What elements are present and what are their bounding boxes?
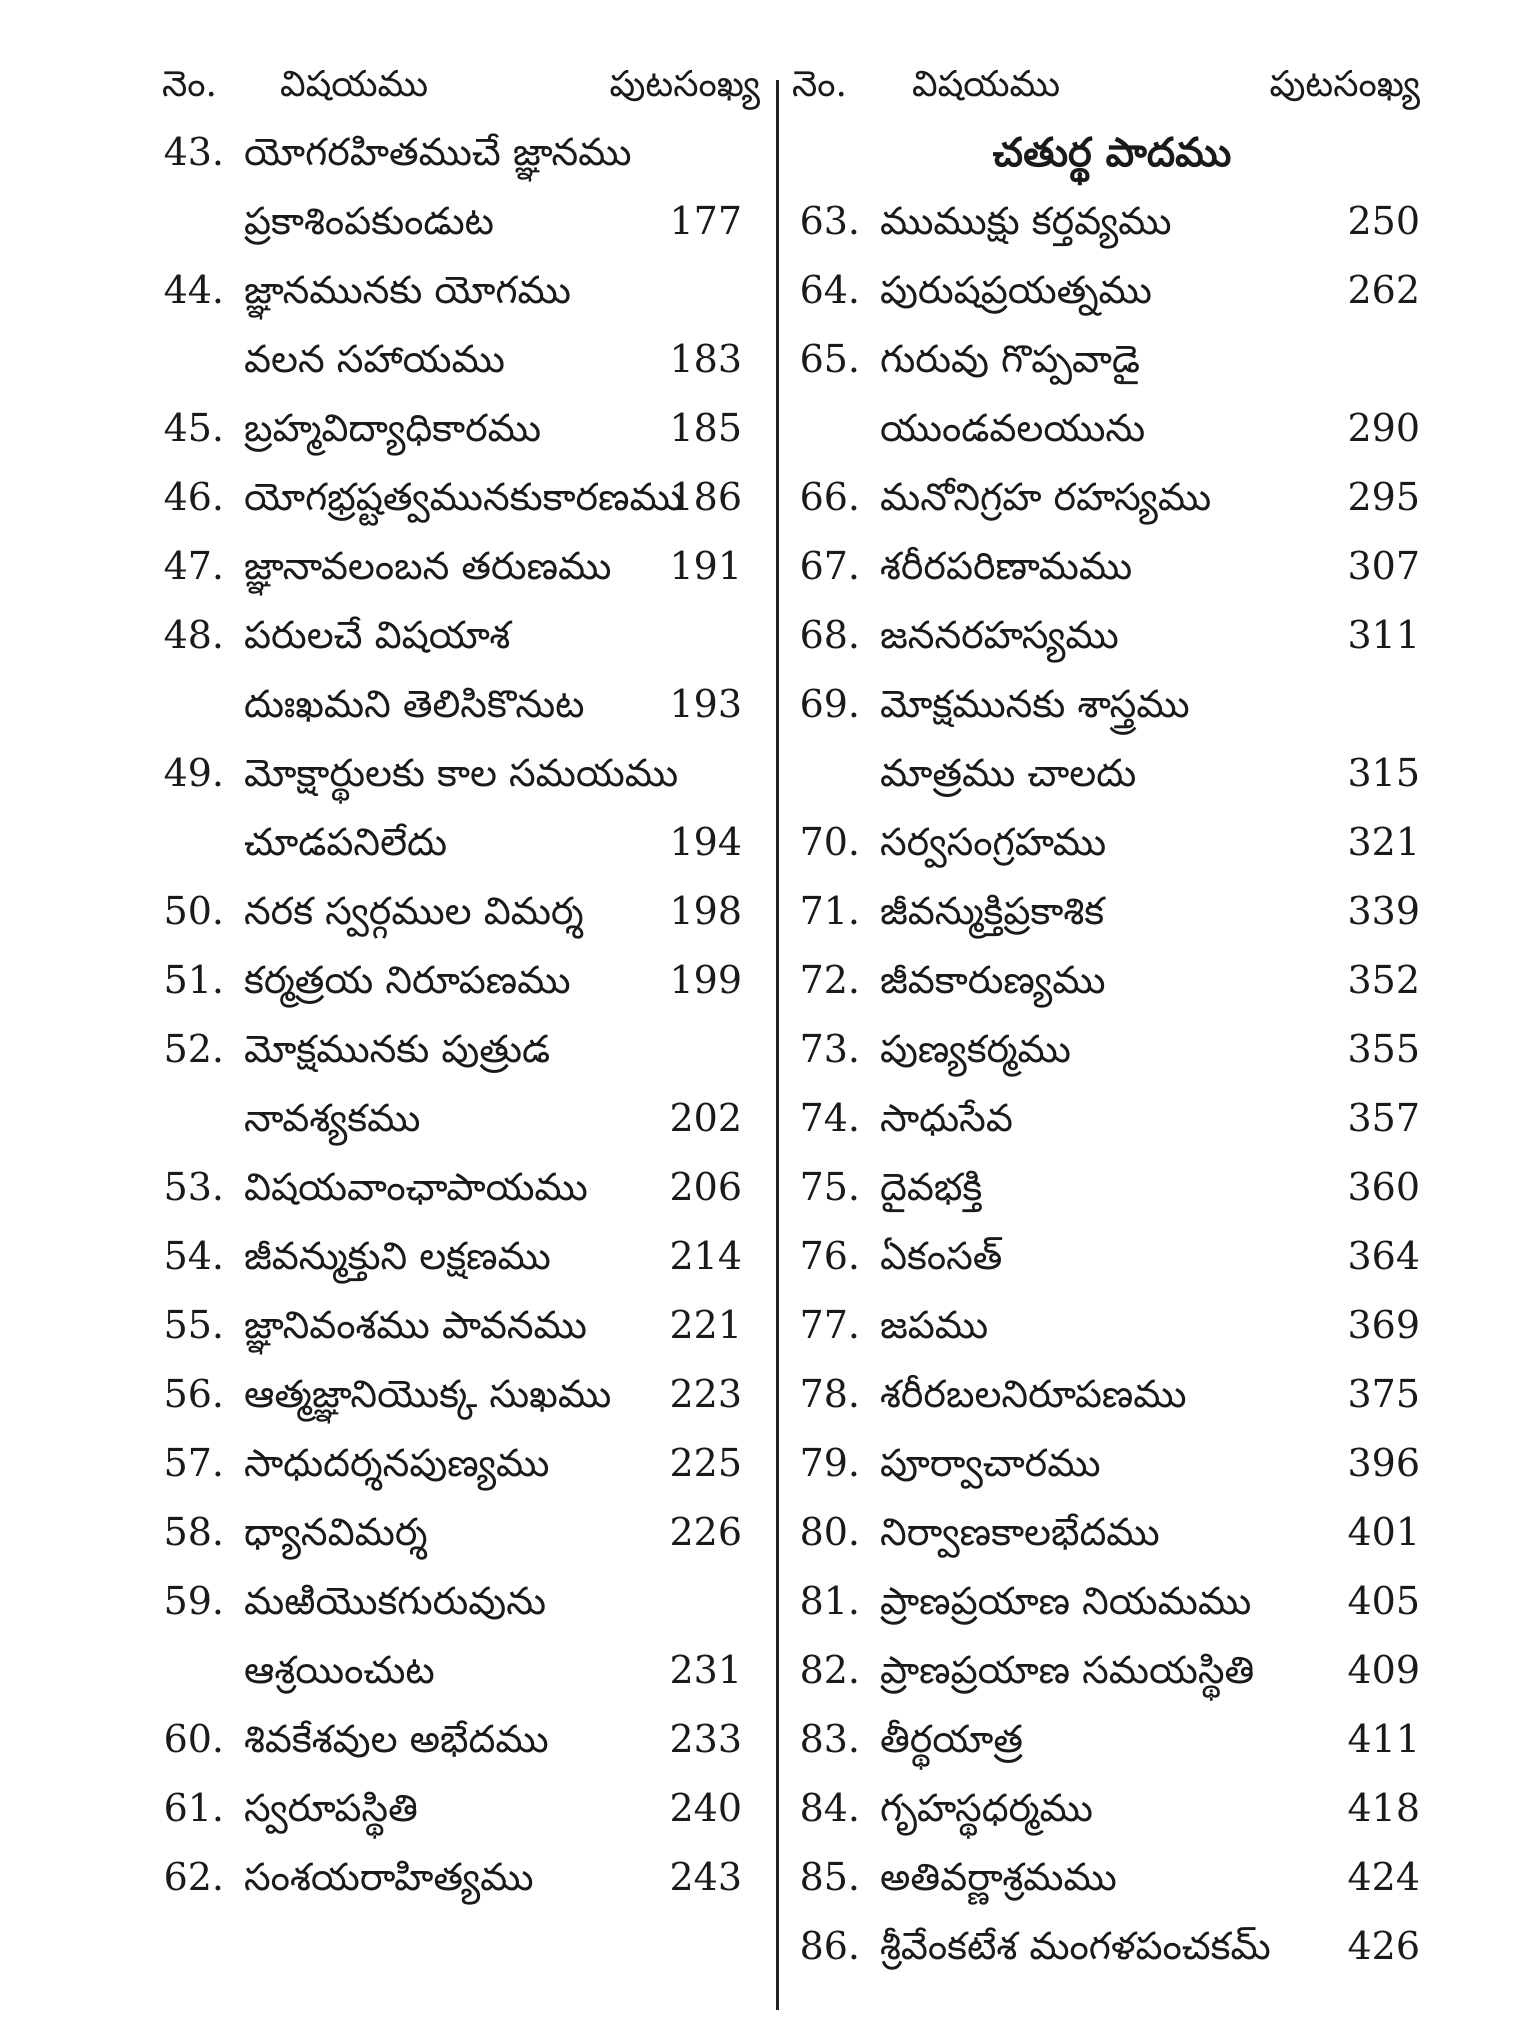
entry-page-number: 355	[1347, 1027, 1420, 1071]
toc-entry-line	[140, 1774, 760, 1843]
entry-number: 52.	[163, 1027, 224, 1071]
entry-title: జపము	[880, 1303, 989, 1347]
entry-page-number: 221	[669, 1303, 742, 1347]
entry-title: శరీరబలనిరూపణము	[880, 1372, 1187, 1416]
entry-page-number: 198	[669, 889, 742, 933]
entry-page-number: 311	[1347, 613, 1420, 657]
entry-page-number: 418	[1347, 1786, 1420, 1830]
entry-page-number: 339	[1347, 889, 1420, 933]
toc-entry-line	[782, 187, 1420, 256]
entry-title: ప్రకాశింపకుండుట	[244, 199, 495, 243]
entry-title: జ్ఞానమునకు యోగము	[244, 268, 571, 312]
entry-title: ముముక్షు కర్తవ్యము	[880, 199, 1172, 243]
entry-number: 68.	[799, 613, 860, 657]
toc-entry-line	[140, 946, 760, 1015]
entry-number: 47.	[163, 544, 224, 588]
toc-entry-line	[140, 1222, 760, 1291]
toc-entry-line	[140, 532, 760, 601]
entry-page-number: 396	[1347, 1441, 1420, 1485]
entry-number: 51.	[163, 958, 224, 1002]
entry-page-number: 233	[669, 1717, 742, 1761]
toc-entry-line	[140, 739, 760, 808]
entry-page-number: 315	[1347, 751, 1420, 795]
entry-number: 78.	[799, 1372, 860, 1416]
entry-title: శరీరపరిణామము	[880, 544, 1133, 588]
entry-page-number: 409	[1347, 1648, 1420, 1692]
entry-title: పూర్వాచారము	[880, 1441, 1101, 1485]
entry-number: 72.	[799, 958, 860, 1002]
entry-number: 64.	[799, 268, 860, 312]
toc-entry-line	[782, 808, 1420, 877]
entry-page-number: 424	[1347, 1855, 1420, 1899]
section-heading: చతుర్థ పాదము	[992, 129, 1232, 176]
toc-entry-line	[782, 532, 1420, 601]
entry-title: ధ్యానవిమర్శ	[244, 1510, 428, 1554]
toc-entry-line	[140, 1153, 760, 1222]
entry-page-number: 240	[669, 1786, 742, 1830]
entry-page-number: 352	[1347, 958, 1420, 1002]
entry-title: శివకేశవుల అభేదము	[244, 1717, 549, 1761]
entry-title: విషయవాంఛాపాయము	[244, 1165, 588, 1209]
entry-page-number: 226	[669, 1510, 742, 1554]
entry-title: ప్రాణప్రయాణ నియమము	[880, 1579, 1252, 1623]
toc-entry-line	[782, 1084, 1420, 1153]
toc-entry-line	[782, 739, 1420, 808]
entry-title: తీర్థయాత్ర	[880, 1717, 1023, 1761]
entry-number: 63.	[799, 199, 860, 243]
right-entries	[782, 187, 1420, 1981]
entry-page-number: 183	[669, 337, 742, 381]
entry-title: సాధుసేవ	[880, 1096, 1013, 1140]
entry-number: 56.	[163, 1372, 224, 1416]
toc-entry-line	[782, 1222, 1420, 1291]
entry-page-number: 199	[669, 958, 742, 1002]
entry-number: 58.	[163, 1510, 224, 1554]
entry-page-number: 295	[1347, 475, 1420, 519]
toc-entry-line	[140, 394, 760, 463]
entry-number: 54.	[163, 1234, 224, 1278]
entry-title: పురుషప్రయత్నము	[880, 268, 1152, 312]
entry-number: 73.	[799, 1027, 860, 1071]
toc-entry-line	[140, 1636, 760, 1705]
toc-entry-line	[140, 1843, 760, 1912]
entry-page-number: 411	[1347, 1717, 1420, 1761]
entry-title: గృహస్థధర్మము	[880, 1786, 1093, 1830]
toc-entry-line	[140, 1567, 760, 1636]
entry-number: 69.	[799, 682, 860, 726]
toc-entry-line	[140, 187, 760, 256]
entry-number: 80.	[799, 1510, 860, 1554]
header-page-number: పుటసంఖ్య	[609, 64, 760, 105]
entry-title: ప్రాణప్రయాణ సమయస్థితి	[880, 1648, 1255, 1692]
entry-title: దైవభక్తి	[880, 1165, 983, 1209]
toc-entry-line	[782, 1153, 1420, 1222]
entry-title: మోక్షమునకు శాస్త్రము	[880, 682, 1190, 726]
toc-entry-line	[782, 1360, 1420, 1429]
toc-entry-line	[140, 256, 760, 325]
header-number: నెం.	[162, 64, 217, 105]
left-column	[140, 52, 760, 1912]
entry-number: 74.	[799, 1096, 860, 1140]
entry-title: దుఃఖమని తెలిసికొనుట	[244, 682, 585, 726]
toc-entry-line	[140, 325, 760, 394]
toc-entry-line	[782, 670, 1402, 739]
entry-title: వలన సహాయము	[244, 337, 505, 381]
entry-number: 79.	[799, 1441, 860, 1485]
entry-title: జీవన్ముక్తుని లక్షణము	[244, 1234, 551, 1278]
toc-entry-line	[140, 463, 760, 532]
entry-page-number: 225	[669, 1441, 742, 1485]
entry-number: 67.	[799, 544, 860, 588]
entry-page-number: 214	[669, 1234, 742, 1278]
toc-entry-line	[782, 1843, 1420, 1912]
entry-page-number: 177	[669, 199, 742, 243]
toc-entry-line	[782, 1498, 1420, 1567]
entry-number: 46.	[163, 475, 224, 519]
toc-entry-line	[782, 1291, 1420, 1360]
header-subject: విషయము	[912, 64, 1061, 105]
entry-number: 44.	[163, 268, 224, 312]
entry-number: 59.	[163, 1579, 224, 1623]
entry-page-number: 223	[669, 1372, 742, 1416]
toc-entry-line	[782, 463, 1420, 532]
toc-entry-line	[782, 601, 1420, 670]
entry-number: 43.	[163, 130, 224, 174]
header-subject: విషయము	[280, 64, 429, 105]
toc-entry-line	[782, 325, 1402, 394]
entry-page-number: 185	[669, 406, 742, 450]
entry-title: శ్రీవేంకటేశ మంగళపంచకమ్	[880, 1924, 1271, 1968]
header-number: నెం.	[792, 64, 847, 105]
entry-page-number: 375	[1347, 1372, 1420, 1416]
toc-entry-line	[782, 256, 1420, 325]
toc-entry-line	[782, 1015, 1420, 1084]
entry-page-number: 364	[1347, 1234, 1420, 1278]
entry-title: జ్ఞానావలంబన తరుణము	[244, 544, 612, 588]
entry-number: 48.	[163, 613, 224, 657]
entry-title: మనోనిగ్రహ రహస్యము	[880, 475, 1212, 519]
entry-number: 85.	[799, 1855, 860, 1899]
entry-title: కర్మత్రయ నిరూపణము	[244, 958, 571, 1002]
entry-page-number: 357	[1347, 1096, 1420, 1140]
entry-title: మోక్షమునకు పుత్రుడ	[244, 1027, 551, 1071]
entry-page-number: 193	[669, 682, 742, 726]
left-column-header	[140, 52, 760, 118]
entry-title: ఏకంసత్	[880, 1234, 1003, 1278]
entry-page-number: 231	[669, 1648, 742, 1692]
entry-number: 81.	[799, 1579, 860, 1623]
entry-title: ఆత్మజ్ఞానియొక్క సుఖము	[244, 1372, 612, 1416]
entry-number: 49.	[163, 751, 224, 795]
toc-entry-line	[140, 808, 760, 877]
entry-title: జీవకారుణ్యము	[880, 958, 1106, 1002]
entry-number: 53.	[163, 1165, 224, 1209]
toc-entry-line	[140, 1360, 760, 1429]
right-column-header	[782, 52, 1420, 118]
entry-page-number: 360	[1347, 1165, 1420, 1209]
entry-number: 55.	[163, 1303, 224, 1347]
entry-title: జీవన్ముక్తిప్రకాశిక	[880, 889, 1105, 933]
entry-title: నిర్వాణకాలభేదము	[880, 1510, 1160, 1554]
toc-entry-line	[140, 1291, 760, 1360]
entry-number: 61.	[163, 1786, 224, 1830]
entry-number: 75.	[799, 1165, 860, 1209]
entry-title: స్వరూపస్థితి	[244, 1786, 418, 1830]
toc-entry-line	[140, 1015, 760, 1084]
toc-entry-line	[140, 601, 760, 670]
entry-title: మాత్రము చాలదు	[880, 751, 1137, 795]
entry-number: 76.	[799, 1234, 860, 1278]
toc-entry-line	[782, 1636, 1420, 1705]
entry-title: సర్వసంగ్రహము	[880, 820, 1107, 864]
entry-number: 71.	[799, 889, 860, 933]
entry-title: జ్ఞానివంశము పావనము	[244, 1303, 587, 1347]
toc-entry-line	[140, 1429, 760, 1498]
entry-number: 62.	[163, 1855, 224, 1899]
toc-entry-line	[782, 1774, 1420, 1843]
entry-title: యోగభ్రష్టత్వమునకుకారణము	[244, 475, 683, 519]
toc-entry-line	[140, 877, 760, 946]
entry-title: మఱియొకగురువును	[244, 1579, 547, 1623]
entry-page-number: 194	[669, 820, 742, 864]
right-column	[782, 52, 1420, 1981]
entry-page-number: 250	[1347, 199, 1420, 243]
entry-title: సంశయరాహిత్యము	[244, 1855, 534, 1899]
entry-title: యుండవలయును	[880, 406, 1146, 450]
toc-entry-line	[782, 946, 1420, 1015]
entry-number: 57.	[163, 1441, 224, 1485]
entry-title: అతివర్ణాశ్రమము	[880, 1855, 1117, 1899]
entry-page-number: 191	[669, 544, 742, 588]
entry-title: గురువు గొప్పవాడై	[880, 337, 1140, 381]
entry-number: 77.	[799, 1303, 860, 1347]
entry-number: 60.	[163, 1717, 224, 1761]
entry-page-number: 401	[1347, 1510, 1420, 1554]
toc-entry-line	[140, 118, 760, 187]
entry-number: 83.	[799, 1717, 860, 1761]
entry-page-number: 369	[1347, 1303, 1420, 1347]
entry-page-number: 206	[669, 1165, 742, 1209]
entry-title: యోగరహితముచే జ్ఞానము	[244, 130, 632, 174]
toc-entry-line	[782, 1912, 1420, 1981]
entry-page-number: 405	[1347, 1579, 1420, 1623]
toc-entry-line	[140, 1084, 760, 1153]
toc-entry-line	[782, 1429, 1420, 1498]
entry-number: 45.	[163, 406, 224, 450]
entry-page-number: 290	[1347, 406, 1420, 450]
entry-number: 50.	[163, 889, 224, 933]
header-page-number: పుటసంఖ్య	[1269, 64, 1420, 105]
entry-page-number: 321	[1347, 820, 1420, 864]
left-entries	[140, 118, 760, 1912]
entry-number: 86.	[799, 1924, 860, 1968]
entry-title: చూడపనిలేదు	[244, 820, 447, 864]
entry-title: ఆశ్రయించుట	[244, 1648, 435, 1692]
entry-page-number: 186	[669, 475, 742, 519]
entry-number: 66.	[799, 475, 860, 519]
toc-entry-line	[140, 1705, 760, 1774]
toc-entry-line	[782, 1705, 1420, 1774]
entry-number: 82.	[799, 1648, 860, 1692]
toc-entry-line	[782, 877, 1420, 946]
entry-title: నావశ్యకము	[244, 1096, 421, 1140]
entry-number: 84.	[799, 1786, 860, 1830]
toc-entry-line	[782, 1567, 1420, 1636]
entry-page-number: 307	[1347, 544, 1420, 588]
entry-title: జననరహస్యము	[880, 613, 1119, 657]
entry-title: పుణ్యకర్మము	[880, 1027, 1071, 1071]
entry-title: బ్రహ్మవిద్యాధికారము	[244, 406, 542, 450]
entry-page-number: 202	[669, 1096, 742, 1140]
entry-number: 70.	[799, 820, 860, 864]
toc-entry-line	[140, 1498, 760, 1567]
entry-title: సాధుదర్శనపుణ్యము	[244, 1441, 550, 1485]
entry-page-number: 262	[1347, 268, 1420, 312]
entry-page-number: 426	[1347, 1924, 1420, 1968]
entry-page-number: 243	[669, 1855, 742, 1899]
toc-entry-line	[782, 394, 1420, 463]
entry-title: పరులచే విషయాశ	[244, 613, 511, 657]
toc-entry-line	[140, 670, 760, 739]
entry-number: 65.	[799, 337, 860, 381]
entry-title: నరక స్వర్గముల విమర్శ	[244, 889, 584, 933]
entry-title: మోక్షార్థులకు కాల సమయము	[244, 751, 679, 795]
